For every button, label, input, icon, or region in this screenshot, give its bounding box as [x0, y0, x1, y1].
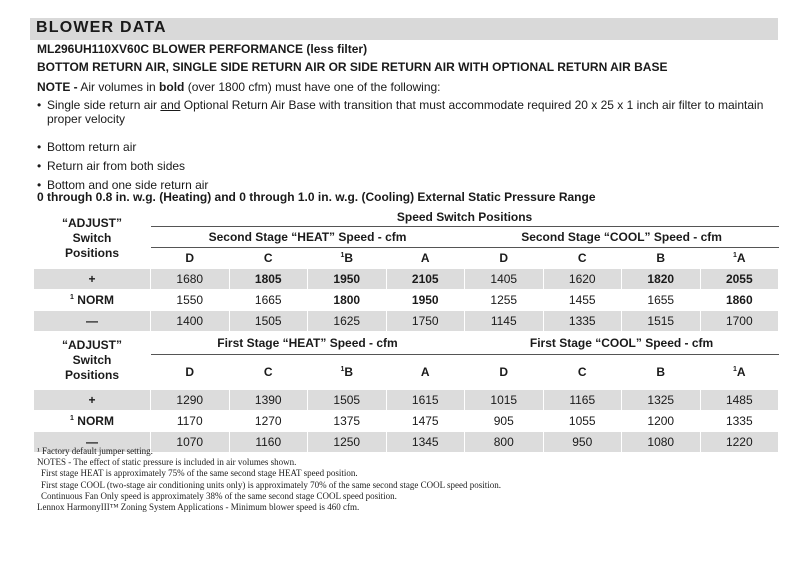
table-row [34, 290, 779, 311]
bullet-dot: • [37, 140, 42, 154]
adjust-position-label [34, 390, 151, 411]
speed-switch-header: Speed Switch Positions [151, 208, 779, 227]
note-bold-word: bold [159, 80, 185, 94]
bullet-dot: • [37, 159, 42, 173]
cfm-value-cell: 2105 [386, 269, 465, 290]
subtitle: BOTTOM RETURN AIR, SINGLE SIDE RETURN AIR OR SIDE RETURN AIR WITH OPTIONAL RETURN AIR BASE [37, 60, 668, 74]
speed-letter: C [577, 365, 587, 379]
model-line: ML296UH110XV60C BLOWER PERFORMANCE (less filter) [37, 42, 368, 56]
cfm-value-cell: 950 [543, 432, 622, 453]
footnotes [37, 446, 501, 513]
speed-letter-cell [543, 248, 622, 269]
cfm-value-cell: 1505 [229, 311, 308, 332]
default-marker: 1 [733, 366, 737, 373]
speed-letter-cell [622, 355, 701, 390]
adjust-label-line3: Positions [64, 245, 119, 260]
cfm-value-cell: 1335 [700, 411, 779, 432]
adjust-position-text: + [88, 393, 96, 407]
blower-performance-table [33, 207, 779, 453]
adjust-position-label [34, 269, 151, 290]
speed-letter: D [499, 251, 509, 265]
cfm-value-cell: 1665 [229, 290, 308, 311]
table-row [34, 311, 779, 332]
note-post: (over 1800 cfm) must have one of the following: [184, 80, 441, 94]
speed-letter: A [736, 365, 746, 379]
cfm-value-cell: 1400 [151, 311, 230, 332]
cfm-value-cell: 1620 [543, 269, 622, 290]
adjust-header-upper [34, 208, 151, 269]
bullet-text-underlined: and [160, 98, 181, 112]
bullet-text [47, 140, 767, 154]
adjust-position-text: NORM [77, 414, 114, 428]
cfm-value-cell: 1325 [622, 390, 701, 411]
speed-letter: B [656, 365, 666, 379]
speed-letter: A [736, 251, 746, 265]
note-line [37, 80, 441, 94]
cfm-value-cell: 1800 [308, 290, 387, 311]
speed-letter: C [577, 251, 587, 265]
adjust-position-text: + [88, 272, 96, 286]
speed-letter: A [420, 365, 430, 379]
cfm-value-cell: 1390 [229, 390, 308, 411]
footnote-5: Continuous Fan Only speed is approximately 38% of the same second stage COOL speed position. [41, 490, 397, 501]
cfm-value-cell: 905 [465, 411, 544, 432]
cfm-value-cell: 1375 [308, 411, 387, 432]
adjust-position-label [34, 411, 151, 432]
footnote-3: First stage HEAT is approximately 75% of the same second stage HEAT speed position. [41, 468, 358, 479]
default-marker: 1 [340, 366, 345, 373]
speed-letter-cell [700, 248, 779, 269]
adjust-label-line1: “ADJUST” [61, 338, 122, 352]
bullet-text-pre: Return air from both sides [47, 159, 186, 173]
cfm-value-cell: 1160 [229, 432, 308, 453]
cfm-value-cell: 1485 [700, 390, 779, 411]
cfm-value-cell: 1250 [308, 432, 387, 453]
bullet-text-pre: Bottom and one side return air [47, 178, 209, 192]
footnote-4: First stage COOL (two-stage air conditioning units only) is approximately 70% of the same second stage COOL speed position. [41, 479, 502, 490]
default-marker: 1 [70, 294, 74, 301]
table-row [34, 390, 779, 411]
section-title: BLOWER DATA [36, 19, 167, 36]
speed-letter-cell [543, 355, 622, 390]
adjust-position-label [34, 290, 151, 311]
adjust-label-line3: Positions [64, 368, 119, 382]
cfm-value-cell: 1165 [543, 390, 622, 411]
speed-letter: D [185, 365, 195, 379]
cfm-value-cell: 1345 [386, 432, 465, 453]
cfm-value-cell: 1625 [308, 311, 387, 332]
adjust-label-line2: Switch [72, 230, 112, 245]
adjust-position-text: NORM [77, 293, 114, 307]
pressure-range: 0 through 0.8 in. w.g. (Heating) and 0 through 1.0 in. w.g. (Cooling) External Static Pressure Range [37, 190, 596, 204]
cfm-value-cell: 1750 [386, 311, 465, 332]
cfm-value-cell: 2055 [700, 269, 779, 290]
cfm-value-cell: 1405 [465, 269, 544, 290]
speed-letter-cell [465, 355, 544, 390]
footnote-2: NOTES - The effect of static pressure is included in air volumes shown. [37, 457, 297, 468]
cfm-value-cell: 1015 [465, 390, 544, 411]
speed-letter-cell [308, 355, 387, 390]
adjust-label-line2: Switch [72, 353, 112, 367]
table-row [34, 411, 779, 432]
cfm-value-cell: 1505 [308, 390, 387, 411]
speed-letter: D [185, 251, 195, 265]
speed-letter: C [263, 365, 273, 379]
cfm-value-cell: 1335 [543, 311, 622, 332]
speed-letter-cell [465, 248, 544, 269]
cfm-value-cell: 1270 [229, 411, 308, 432]
default-marker: 1 [70, 415, 74, 422]
cfm-value-cell: 1515 [622, 311, 701, 332]
cfm-value-cell: 1680 [151, 269, 230, 290]
cfm-value-cell: 1655 [622, 290, 701, 311]
cfm-value-cell: 1455 [543, 290, 622, 311]
bullet-text-post: Optional Return Air Base with transition that must accommodate required 20 x 25 x 1 inch air filter to maintain proper velocity [47, 98, 764, 126]
bullet-text-pre: Bottom return air [47, 140, 137, 154]
speed-letter-cell [308, 248, 387, 269]
note-pre: Air volumes in [77, 80, 160, 94]
adjust-header-lower [34, 332, 151, 390]
cfm-value-cell: 1475 [386, 411, 465, 432]
cfm-value-cell: 1220 [700, 432, 779, 453]
speed-letter-cell [622, 248, 701, 269]
cfm-value-cell: 1200 [622, 411, 701, 432]
speed-letter: B [656, 251, 666, 265]
cfm-value-cell: 1145 [465, 311, 544, 332]
speed-letter: A [420, 251, 430, 265]
cfm-value-cell: 1950 [308, 269, 387, 290]
cfm-value-cell: 1055 [543, 411, 622, 432]
second-stage-cool-header: Second Stage “COOL” Speed - cfm [465, 227, 779, 248]
speed-letter: B [344, 251, 354, 265]
bullet-text [47, 98, 767, 126]
cfm-value-cell: 1255 [465, 290, 544, 311]
speed-letter: C [263, 251, 273, 265]
cfm-value-cell: 1550 [151, 290, 230, 311]
cfm-value-cell: 1070 [151, 432, 230, 453]
footnote-6: Lennox HarmonyIII™ Zoning System Applications - Minimum blower speed is 460 cfm. [37, 502, 360, 513]
bullet-dot: • [37, 178, 42, 192]
first-stage-header-row [34, 332, 779, 355]
cfm-value-cell: 1950 [386, 290, 465, 311]
cfm-value-cell: 1615 [386, 390, 465, 411]
cfm-value-cell: 1170 [151, 411, 230, 432]
cfm-value-cell: 1820 [622, 269, 701, 290]
cfm-value-cell: 1700 [700, 311, 779, 332]
cfm-value-cell: 1080 [622, 432, 701, 453]
speed-letter-cell [386, 355, 465, 390]
note-label: NOTE - [37, 80, 78, 94]
cfm-value-cell: 800 [465, 432, 544, 453]
cfm-value-cell: 1805 [229, 269, 308, 290]
adjust-position-text: — [86, 314, 98, 328]
speed-letter: D [499, 365, 509, 379]
speed-letter-cell [229, 355, 308, 390]
speed-letter-cell [386, 248, 465, 269]
first-stage-heat-header: First Stage “HEAT” Speed - cfm [151, 332, 465, 355]
default-marker: 1 [340, 252, 345, 259]
footnote-1: ¹ Factory default jumper setting. [37, 446, 153, 456]
cfm-value-cell: 1290 [151, 390, 230, 411]
table-row [34, 269, 779, 290]
speed-letter-cell [229, 248, 308, 269]
adjust-position-text: — [86, 435, 98, 449]
bullet-text [47, 159, 767, 173]
speed-letter: B [344, 365, 354, 379]
speed-letter-cell [700, 355, 779, 390]
speed-letter-cell [151, 248, 230, 269]
second-stage-heat-header: Second Stage “HEAT” Speed - cfm [151, 227, 465, 248]
speed-letter-cell [151, 355, 230, 390]
default-marker: 1 [733, 252, 737, 259]
bullet-text-pre: Single side return air [47, 98, 161, 112]
adjust-label-line1: “ADJUST” [61, 215, 122, 230]
section-title-band [30, 18, 778, 40]
adjust-position-label [34, 311, 151, 332]
bullet-dot: • [37, 98, 42, 112]
cfm-value-cell: 1860 [700, 290, 779, 311]
first-stage-cool-header: First Stage “COOL” Speed - cfm [465, 332, 779, 355]
